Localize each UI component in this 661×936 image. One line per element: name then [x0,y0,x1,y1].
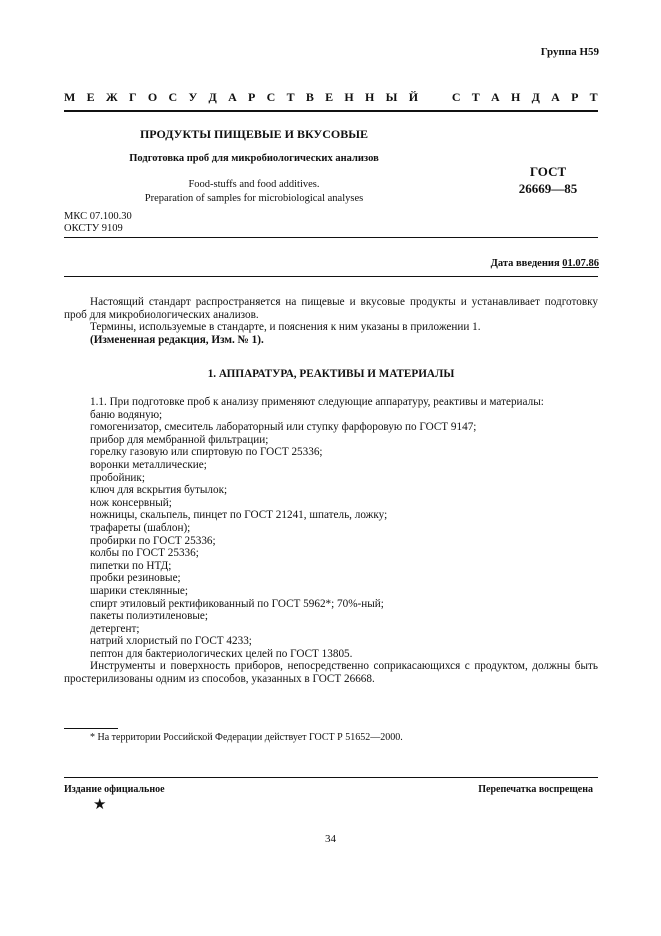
equipment-item: гомогенизатор, смеситель лабораторный или ступку фарфоровую по ГОСТ 9147; [90,421,477,434]
date-rule [64,276,598,277]
english-title-line-1: Food-stuffs and food additives. [188,179,320,190]
footnote: * На территории Российской Федерации действует ГОСТ Р 51652—2000. [90,732,403,743]
interstate-letter: А [491,90,500,104]
equipment-list [64,396,598,686]
equipment-item: ножницы, скальпель, пинцет по ГОСТ 21241, шпатель, ложку; [90,509,388,522]
equipment-item: прибор для мембранной фильтрации; [90,433,269,446]
equipment-items [64,409,598,661]
intro-paragraph-amendment: (Измененная редакция, Изм. № 1). [90,333,264,346]
equipment-item: нож консервный; [90,496,172,509]
group-code: Группа Н59 [540,46,599,58]
equipment-item: пробойник; [90,471,145,484]
equipment-item: натрий хлористый по ГОСТ 4233; [90,635,252,648]
equipment-item: трафареты (шаблон); [90,521,191,534]
okstu-code: ОКСТУ 9109 [64,223,123,234]
interstate-letter: М [64,90,76,104]
section-heading: 1. АППАРАТУРА, РЕАКТИВЫ И МАТЕРИАЛЫ [207,368,455,380]
interstate-standard-heading [64,90,598,105]
equipment-item: шарики стеклянные; [90,584,188,597]
equipment-item: колбы по ГОСТ 25336; [90,547,199,560]
interstate-letter: Т [589,90,598,104]
equipment-tail: Инструменты и поверхность приборов, непосредственно соприкасающихся с продуктом, должны быть простерилизованы одним из способов, указанных в ГОСТ 26668. [64,660,598,686]
interstate-letter: Т [286,90,295,104]
interstate-letter: Н [344,90,354,104]
interstate-letter: В [305,90,314,104]
interstate-letter: У [188,90,198,104]
standard-subtitle: Подготовка проб для микробиологических анализов [129,153,379,164]
interstate-letter: Г [129,90,137,104]
equipment-lead: 1.1. При подготовке проб к анализу применяют следующие аппаратуру, реактивы и материалы: [90,396,544,408]
interstate-letter: Р [571,90,579,104]
interstate-letter: Т [471,90,480,104]
intro-paragraph-terms: Термины, используемые в стандарте, и пояснения к ним указаны в приложении 1. [90,321,481,334]
mks-code: МКС 07.100.30 [64,211,132,222]
introduction-date [491,258,599,269]
interstate-letter: Ы [385,90,398,104]
introduction-date-value: 01.07.86 [562,258,599,269]
interstate-letter: А [551,90,560,104]
gost-designation [500,163,596,197]
interstate-letter: С [451,90,461,104]
equipment-item: пептон для бактериологических целей по ГОСТ 13805. [90,647,353,660]
introduction [64,296,598,346]
reprint-prohibited: Перепечатка воспрещена [478,784,593,795]
equipment-item: детергент; [90,622,140,635]
introduction-date-label: Дата введения [490,258,563,269]
interstate-letter: Е [325,90,334,104]
footer-rule [64,777,598,778]
interstate-letter: Й [408,90,419,104]
interstate-letter: Е [86,90,95,104]
header-rule [64,110,598,112]
classification-codes [64,211,132,235]
english-title [64,178,444,206]
equipment-item: воронки металлические; [90,458,207,471]
footnote-rule [64,728,118,729]
interstate-letter: Д [208,90,217,104]
official-edition: Издание официальное [64,784,165,795]
intro-paragraph-scope: Настоящий стандарт распространяется на пищевые и вкусовые продукты и устанавливает подготовку проб для микробиологических анализов. [64,296,598,321]
interstate-letter: О [147,90,158,104]
equipment-item: ключ для вскрытия бутылок; [90,484,228,497]
english-title-line-2: Preparation of samples for microbiological analyses [144,193,364,204]
gost-label: ГОСТ [529,164,567,179]
interstate-letter: Н [365,90,375,104]
interstate-letter: Р [248,90,256,104]
equipment-item: спирт этиловый ректификованный по ГОСТ 5962*; 70%-ный; [90,597,384,610]
star-icon: ★ [93,797,107,813]
interstate-letter: С [168,90,178,104]
interstate-letter: А [228,90,237,104]
page-number: 34 [325,833,336,845]
interstate-letter: Н [510,90,521,104]
equipment-item: пакеты полиэтиленовые; [90,610,208,623]
equipment-item: пробки резиновые; [90,572,181,585]
interstate-letter: Ж [105,90,118,104]
equipment-item: баню водяную; [90,408,163,421]
title-rule [64,237,598,238]
interstate-letter: С [266,90,276,104]
equipment-item: пипетки по НТД; [90,559,172,572]
equipment-item: горелку газовую или спиртовую по ГОСТ 25336; [90,446,323,459]
gost-number: 26669—85 [518,181,578,196]
standard-title: ПРОДУКТЫ ПИЩЕВЫЕ И ВКУСОВЫЕ [139,127,369,141]
equipment-item: пробирки по ГОСТ 25336; [90,534,216,547]
interstate-letter: Д [531,90,540,104]
